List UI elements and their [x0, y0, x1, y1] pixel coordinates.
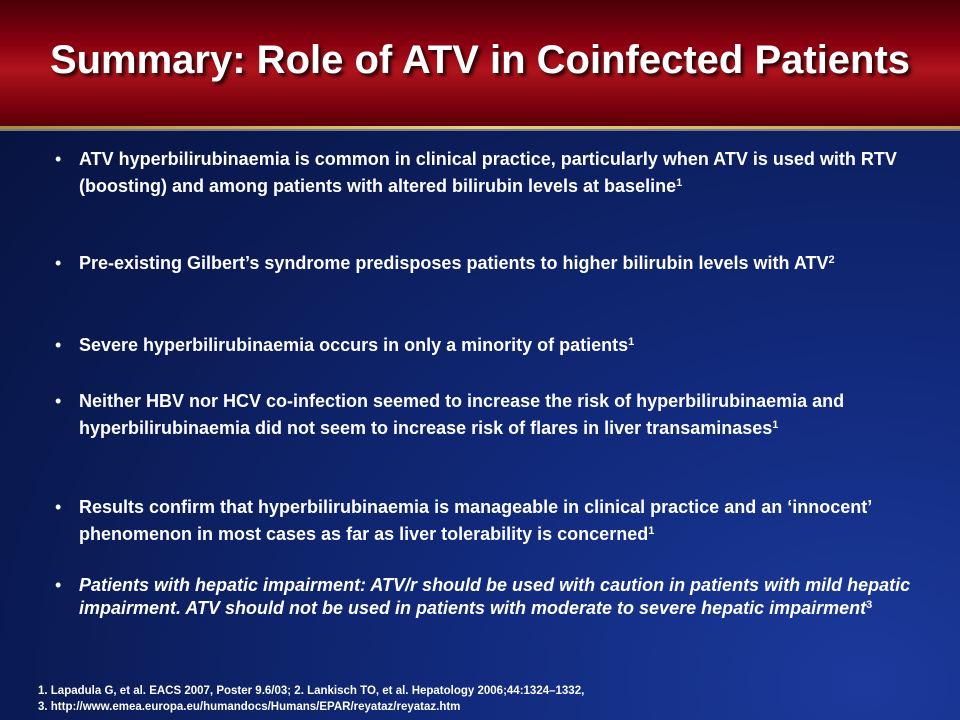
bullet-dot: •	[55, 149, 62, 169]
citation-marker: 1	[676, 177, 683, 189]
citation-marker: 1	[628, 336, 635, 348]
title-divider-light	[0, 129, 960, 131]
citation-marker: 3	[866, 599, 873, 611]
bullet-text: Results confirm that hyperbilirubinaemia is manageable in clinical practice and an ‘innocent’ phenomenon in most cases as far as liver tolerability is concerned	[79, 497, 872, 544]
bullet-dot: •	[55, 575, 62, 595]
reference-line: 1. Lapadula G, et al. EACS 2007, Poster 9.6/03; 2. Lankisch TO, et al. Hepatology 2006;44:1324–1332,	[38, 685, 585, 697]
references	[38, 683, 938, 715]
bullet-item-1	[55, 146, 935, 200]
bullet-text: Neither HBV nor HCV co-infection seemed to increase the risk of hyperbilirubinaemia and hyperbilirubinaemia did not seem to increase risk of flares in liver transaminases	[79, 391, 845, 438]
reference-line: 3. http://www.emea.europa.eu/humandocs/Humans/EPAR/reyataz/reyataz.htm	[38, 701, 461, 713]
citation-marker: 1	[772, 419, 779, 431]
bullet-dot: •	[55, 253, 62, 273]
bullet-dot: •	[55, 391, 62, 411]
bullet-text: Patients with hepatic impairment: ATV/r should be used with caution in patients with mild hepatic impairment. ATV should not be used in patients with moderate to severe hepatic impairment	[79, 575, 911, 618]
citation-marker: 1	[648, 525, 655, 537]
bullet-item-4	[55, 388, 935, 442]
bullet-item-6	[55, 574, 935, 620]
bullet-item-2	[55, 250, 835, 277]
bullet-dot: •	[55, 335, 62, 355]
citation-marker: 2	[828, 254, 835, 266]
bullet-text: Severe hyperbilirubinaemia occurs in only a minority of patients	[79, 335, 629, 355]
bullet-text: Pre-existing Gilbert’s syndrome predisposes patients to higher bilirubin levels with ATV	[79, 253, 829, 273]
slide-title: Summary: Role of ATV in Coinfected Patients	[49, 38, 911, 82]
bullet-dot: •	[55, 497, 62, 517]
bullet-item-3	[55, 332, 634, 359]
bullet-text: ATV hyperbilirubinaemia is common in clinical practice, particularly when ATV is used with RTV (boosting) and among patients with altered bilirubin levels at baseline	[79, 149, 897, 196]
bullet-item-5	[55, 494, 935, 548]
